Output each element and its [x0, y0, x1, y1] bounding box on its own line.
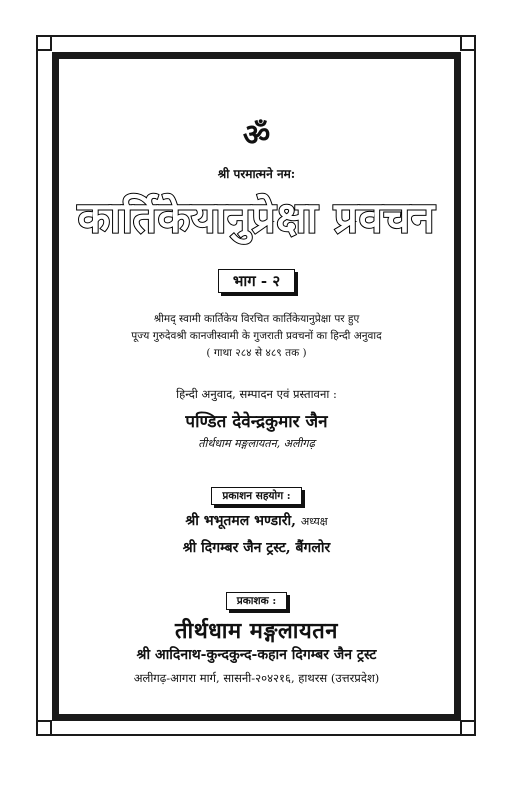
sponsor-organization: श्री दिगम्बर जैन ट्रस्ट, बैंगलोर	[182, 540, 331, 556]
invocation: श्री परमात्मने नम:	[217, 167, 296, 181]
volume-box	[59, 269, 454, 293]
publisher-address: अलीगढ़-आगरा मार्ग, सासनी-२०४२१६, हाथरस (उत्तरप्रदेश)	[133, 671, 380, 685]
publisher-trust: श्री आदिनाथ-कुन्दकुन्द-कहान दिगम्बर जैन ट्रस्ट	[136, 647, 377, 663]
publisher-name: तीर्थधाम मङ्गलायतन	[174, 618, 339, 644]
description-line-2: पूज्य गुरुदेवश्री कानजीस्वामी के गुजराती प्रवचनों का हिन्दी अनुवाद	[131, 330, 382, 342]
collaboration-box	[59, 484, 454, 505]
publisher-box	[59, 589, 454, 610]
sponsor-line	[59, 511, 454, 530]
description-line-1: श्रीमद् स्वामी कार्तिकेय विरचित कार्तिकेयानुप्रेक्षा पर हुए	[153, 313, 360, 325]
page-title: कार्तिकेयानुप्रेक्षा प्रवचन	[77, 193, 436, 242]
translator-place: तीर्थधाम मङ्गलायतन, अलीगढ़	[198, 437, 315, 450]
corner-ornament-bottom-left	[36, 720, 52, 736]
translator-name: पण्डित देवेन्द्रकुमार जैन	[185, 412, 328, 432]
corner-ornament-top-right	[460, 35, 476, 51]
collaboration-label: प्रकाशन सहयोग :	[211, 487, 301, 505]
volume-label: भाग - २	[218, 269, 295, 293]
om-symbol: ॐ	[242, 118, 271, 153]
corner-ornament-top-left	[36, 35, 52, 51]
sponsor-name: श्री भभूतमल भण्डारी,	[185, 513, 296, 529]
description-line-3: ( गाथा २८४ से ४८९ तक )	[206, 347, 307, 359]
sponsor-role: अध्यक्ष	[300, 515, 328, 528]
title-page	[59, 59, 454, 714]
publisher-label: प्रकाशक :	[226, 592, 288, 610]
translation-heading: हिन्दी अनुवाद, सम्पादन एवं प्रस्तावना :	[176, 387, 337, 401]
corner-ornament-bottom-right	[460, 720, 476, 736]
